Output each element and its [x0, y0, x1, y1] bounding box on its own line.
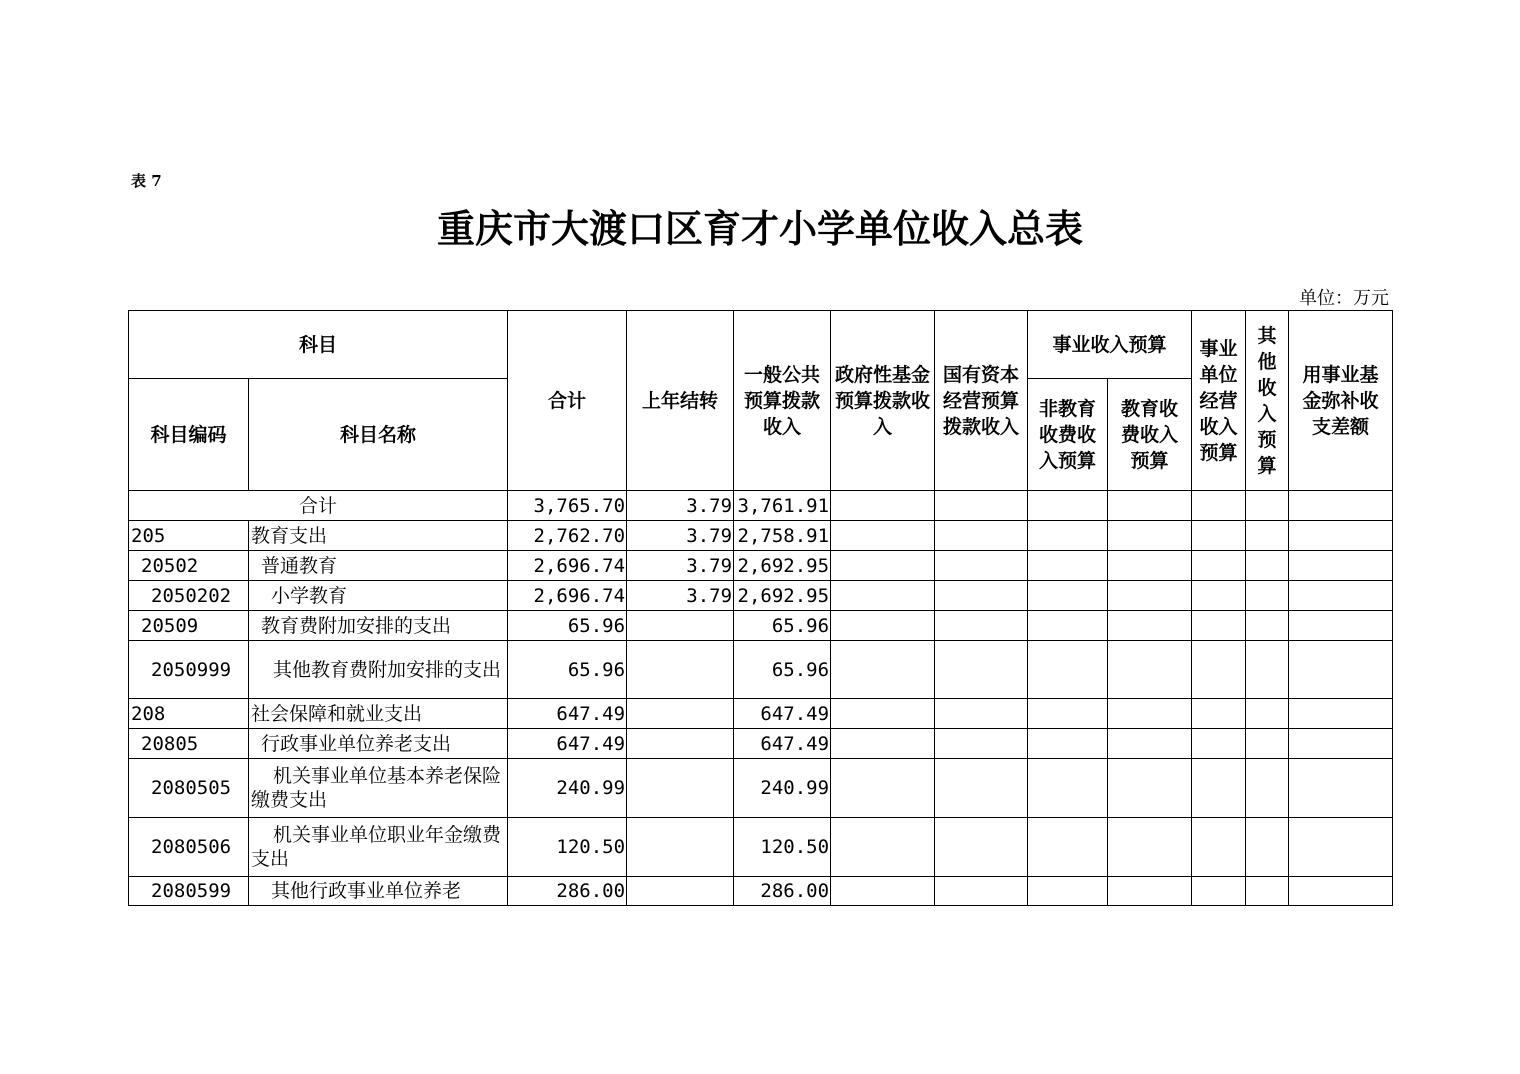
table-row — [129, 611, 1393, 641]
total-row-general: 3,761.91 — [734, 491, 831, 521]
row-name: 小学教育 — [249, 581, 508, 611]
row-carryover — [627, 877, 734, 906]
row-carryover — [627, 729, 734, 759]
total-row-carryover: 3.79 — [627, 491, 734, 521]
total-row-label: 合计 — [129, 491, 508, 521]
row-total: 120.50 — [508, 818, 627, 877]
table-row — [129, 877, 1393, 906]
row-name: 教育费附加安排的支出 — [249, 611, 508, 641]
row-total: 647.49 — [508, 699, 627, 729]
table-row — [129, 699, 1393, 729]
row-carryover — [627, 759, 734, 818]
row-name: 其他教育费附加安排的支出 — [249, 641, 508, 699]
row-code: 2050999 — [129, 641, 249, 699]
row-code: 2080599 — [129, 877, 249, 906]
income-summary-table — [128, 310, 1393, 906]
row-code: 2080506 — [129, 818, 249, 877]
header-total: 合计 — [508, 311, 627, 491]
row-name: 教育支出 — [249, 521, 508, 551]
row-name: 机关事业单位基本养老保险缴费支出 — [249, 759, 508, 818]
row-general: 2,692.95 — [734, 551, 831, 581]
row-carryover — [627, 641, 734, 699]
row-name: 机关事业单位职业年金缴费支出 — [249, 818, 508, 877]
row-general: 120.50 — [734, 818, 831, 877]
header-other: 其他收入预算 — [1246, 311, 1289, 491]
table-row — [129, 641, 1393, 699]
header-business-income: 事业收入预算 — [1028, 311, 1192, 379]
row-general: 647.49 — [734, 699, 831, 729]
row-code: 20509 — [129, 611, 249, 641]
row-total: 2,696.74 — [508, 581, 627, 611]
table-row — [129, 521, 1393, 551]
header-unit-operation: 事业单位经营收入预算 — [1192, 311, 1246, 491]
table-row — [129, 551, 1393, 581]
header-general-budget: 一般公共预算拨款收入 — [734, 311, 831, 491]
table-number-label: 表 7 — [131, 172, 162, 190]
row-carryover: 3.79 — [627, 551, 734, 581]
row-carryover: 3.79 — [627, 581, 734, 611]
row-code: 2050202 — [129, 581, 249, 611]
row-carryover — [627, 611, 734, 641]
row-code: 20502 — [129, 551, 249, 581]
row-total: 2,762.70 — [508, 521, 627, 551]
row-general: 286.00 — [734, 877, 831, 906]
row-total: 2,696.74 — [508, 551, 627, 581]
row-code: 20805 — [129, 729, 249, 759]
row-general: 647.49 — [734, 729, 831, 759]
header-name: 科目名称 — [249, 379, 508, 491]
row-name: 社会保障和就业支出 — [249, 699, 508, 729]
header-carryover: 上年结转 — [627, 311, 734, 491]
row-code: 2080505 — [129, 759, 249, 818]
row-general: 2,758.91 — [734, 521, 831, 551]
row-total: 647.49 — [508, 729, 627, 759]
row-total: 65.96 — [508, 641, 627, 699]
total-row-total: 3,765.70 — [508, 491, 627, 521]
unit-label: 单位：万元 — [1299, 288, 1389, 309]
header-gov-fund: 政府性基金预算拨款收入 — [831, 311, 935, 491]
header-edu-fee: 教育收费收入预算 — [1108, 379, 1192, 491]
row-carryover: 3.79 — [627, 521, 734, 551]
row-name: 其他行政事业单位养老 — [249, 877, 508, 906]
table-row — [129, 818, 1393, 877]
row-general: 240.99 — [734, 759, 831, 818]
row-total: 65.96 — [508, 611, 627, 641]
row-code: 208 — [129, 699, 249, 729]
table-row — [129, 581, 1393, 611]
row-total: 240.99 — [508, 759, 627, 818]
row-general: 2,692.95 — [734, 581, 831, 611]
row-name: 普通教育 — [249, 551, 508, 581]
page-title: 重庆市大渡口区育才小学单位收入总表 — [436, 207, 1083, 251]
row-carryover — [627, 818, 734, 877]
header-state-capital: 国有资本经营预算拨款收入 — [935, 311, 1028, 491]
header-fund-make-up: 用事业基金弥补收支差额 — [1289, 311, 1393, 491]
header-non-edu-fee: 非教育收费收入预算 — [1028, 379, 1108, 491]
row-name: 行政事业单位养老支出 — [249, 729, 508, 759]
row-code: 205 — [129, 521, 249, 551]
total-row — [129, 491, 1393, 521]
header-code: 科目编码 — [129, 379, 249, 491]
header-subject: 科目 — [129, 311, 508, 379]
table-row — [129, 759, 1393, 818]
row-carryover — [627, 699, 734, 729]
row-total: 286.00 — [508, 877, 627, 906]
table-row — [129, 729, 1393, 759]
row-general: 65.96 — [734, 611, 831, 641]
row-general: 65.96 — [734, 641, 831, 699]
